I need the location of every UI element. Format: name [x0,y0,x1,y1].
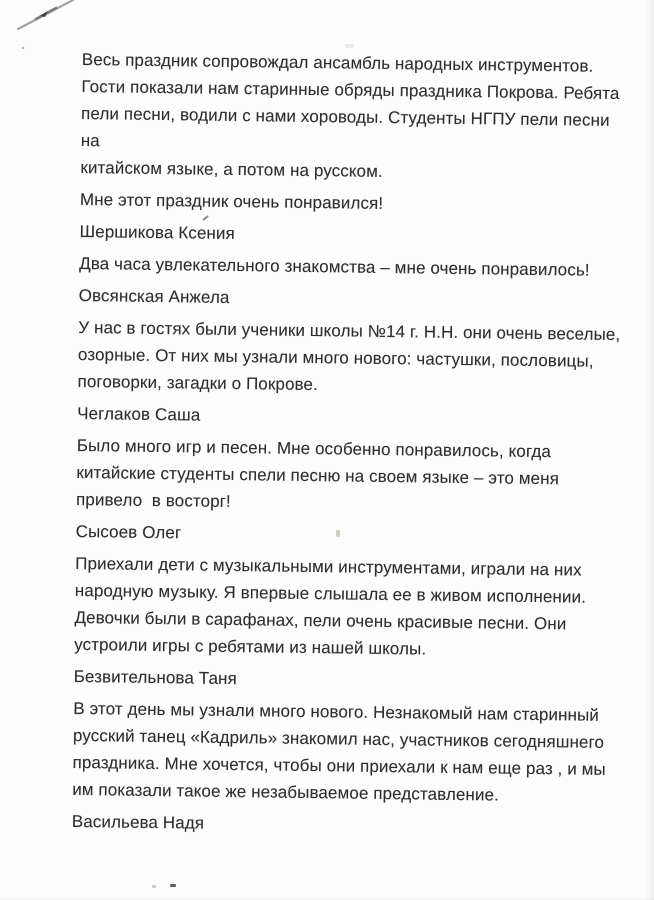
text-line: Чеглаков Саша [77,403,201,425]
document-content [72,46,627,847]
text-line: поговорки, загадки о Покрове. [77,371,319,395]
text-line: китайские студенты спели песню на своем языке – это меня [76,462,560,489]
signature-line [72,808,617,842]
text-line: праздника. Мне хочется, чтобы они приехали к нам еще раз , и мы [72,752,606,779]
text-line: озорные. От них мы узнали много нового: частушки, пословицы, [77,344,594,371]
signature-line [77,400,622,434]
text-line: китайском языке, а потом на русском. [80,157,383,181]
scan-speck [152,885,156,888]
signature-line [79,218,624,252]
paragraph [72,695,618,810]
text-line: русский танец «Кадриль» знакомил нас, участников сегодняшнего [72,725,605,752]
text-line: Овсянская Анжела [78,285,230,307]
paragraph [74,550,620,665]
paragraph [79,250,624,284]
text-line: Два часа увлекательного знакомства – мне очень понравилось! [79,253,590,280]
scan-speck [336,530,340,537]
text-line: им показали такое же незабываемое представление. [72,779,500,805]
text-line: привело в восторг! [75,489,231,511]
paragraph [80,46,627,188]
scan-speck [170,884,176,887]
paragraph [80,186,625,220]
signature-line [75,518,620,552]
text-line: Девочки были в сарафанах, пели очень красивые песни. Они [74,607,567,634]
text-line: пели песни, водили с нами хороводы. Студенты НГПУ пели песни на [80,103,615,151]
scan-edge-shadow [645,0,654,900]
text-line: Весь праздник сопровождал ансамбль народных инструментов. [81,49,594,76]
paragraph [77,314,623,402]
text-line: народную музыку. Я впервые слышала ее в живом исполнении. [74,580,587,607]
text-line: Сысоев Олег [75,521,182,543]
text-line: У нас в гостях были ученики школы №14 г. Н.Н. они очень веселые, [78,317,621,345]
text-line: Мне этот праздник очень понравился! [79,189,384,213]
text-line: устроили игры с ребятами из нашей школы. [74,634,427,659]
scan-smudge [345,44,354,48]
text-line: В этот день мы узнали много нового. Незнакомый нам старинный [73,698,600,725]
signature-line [74,663,619,697]
text-line: Васильева Надя [71,811,205,833]
scan-edge-shadow [0,896,654,900]
pen-scribble-mark [8,0,88,58]
text-line: Приехали дети с музыкальными инструментами, играли на них [75,553,582,580]
text-line: Безвительнова Таня [73,666,238,689]
signature-line [79,282,624,316]
text-line: Было много игр и песен. Мне особенно понравилось, когда [76,435,552,462]
text-line: Шершикова Ксения [79,221,235,244]
text-line: Гости показали нам старинные обряды праздника Покрова. Ребята [81,76,620,104]
paragraph [76,432,622,520]
